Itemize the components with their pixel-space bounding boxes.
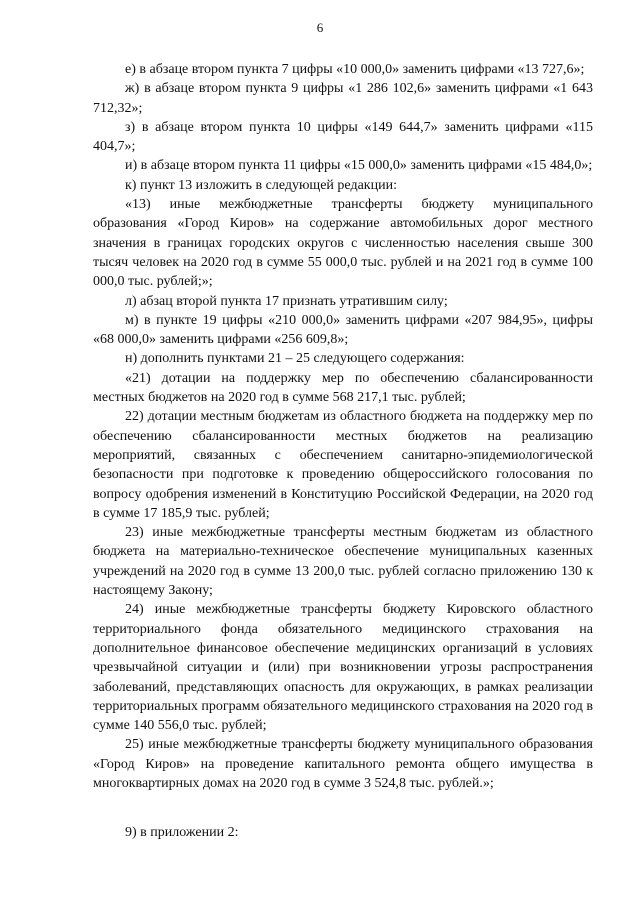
paragraph-item-13: «13) иные межбюджетные трансферты бюджету муниципального образования «Город Киров» на содержание автомобильных дорог местного значения в границах городских округов с численностью населения свыше 300 тысяч человек на 2020 год в сумме 55 000,0 тыс. рублей и на 2021 год в сумме 100 000,0 тыс. рублей;»;: [93, 197, 593, 290]
paragraph-m: м) в пункте 19 цифры «210 000,0» заменить цифрами «207 984,95», цифры «68 000,0» заменить цифрами «256 609,8»;: [93, 312, 593, 348]
spacer: [93, 793, 593, 823]
paragraph-e: е) в абзаце втором пункта 7 цифры «10 000,0» заменить цифрами «13 727,6»;: [125, 62, 585, 77]
page-number: 6: [316, 20, 324, 35]
paragraph-zh: ж) в абзаце втором пункта 9 цифры «1 286 102,6» заменить цифрами «1 643 712,32»;: [93, 81, 593, 116]
paragraph-item-22: 22) дотации местным бюджетам из областного бюджета на поддержку мер по обеспечению сбалансированности местных бюджетов на реализацию мероприятий, связанных с обеспечением санитарно-эпидемиологической безопасности при подготовке к проведению общероссийского голосования по вопросу одобрения изменений в Конституцию Российской Федерации, на 2020 год в сумме 17 185,9 тыс. рублей;: [93, 409, 593, 521]
paragraph-item-21: «21) дотации на поддержку мер по обеспечению сбалансированности местных бюджетов на 2020 год в сумме 568 217,1 тыс. рублей;: [93, 370, 593, 406]
document-body: [93, 60, 593, 843]
paragraph-k: к) пункт 13 изложить в следующей редакции:: [125, 177, 397, 193]
paragraph-item-24: 24) иные межбюджетные трансферты бюджету Кировского областного территориального фонда обязательного медицинского страхования на дополнительное финансовое обеспечение медицинских организаций в условиях чрезвычайной ситуации и (или) при возникновении угрозы распространения заболеваний, представляющих опасность для окружающих, в рамках реализации территориальных программ обязательного медицинского страхования на 2020 год в сумме 140 556,0 тыс. рублей;: [93, 602, 593, 734]
paragraph-item-23: 23) иные межбюджетные трансферты местным бюджетам из областного бюджета на материально-техническое обеспечение муниципальных казенных учреждений на 2020 год в сумме 13 200,0 тыс. рублей согласно приложению 130 к настоящему Закону;: [93, 525, 593, 599]
paragraph-z: з) в абзаце втором пункта 10 цифры «149 644,7» заменить цифрами «115 404,7»;: [93, 119, 593, 155]
paragraph-item-25: 25) иные межбюджетные трансферты бюджету муниципального образования «Город Киров» на проведение капитального ремонта общего имущества в многоквартирных домах на 2020 год в сумме 3 524,8 тыс. рублей.»;: [93, 737, 593, 791]
paragraph-n: н) дополнить пунктами 21 – 25 следующего содержания:: [125, 351, 465, 367]
paragraph-l: л) абзац второй пункта 17 признать утратившим силу;: [125, 293, 448, 309]
paragraph-i: и) в абзаце втором пункта 11 цифры «15 000,0» заменить цифрами «15 484,0»;: [125, 158, 593, 174]
paragraph-9: 9) в приложении 2:: [125, 825, 239, 841]
